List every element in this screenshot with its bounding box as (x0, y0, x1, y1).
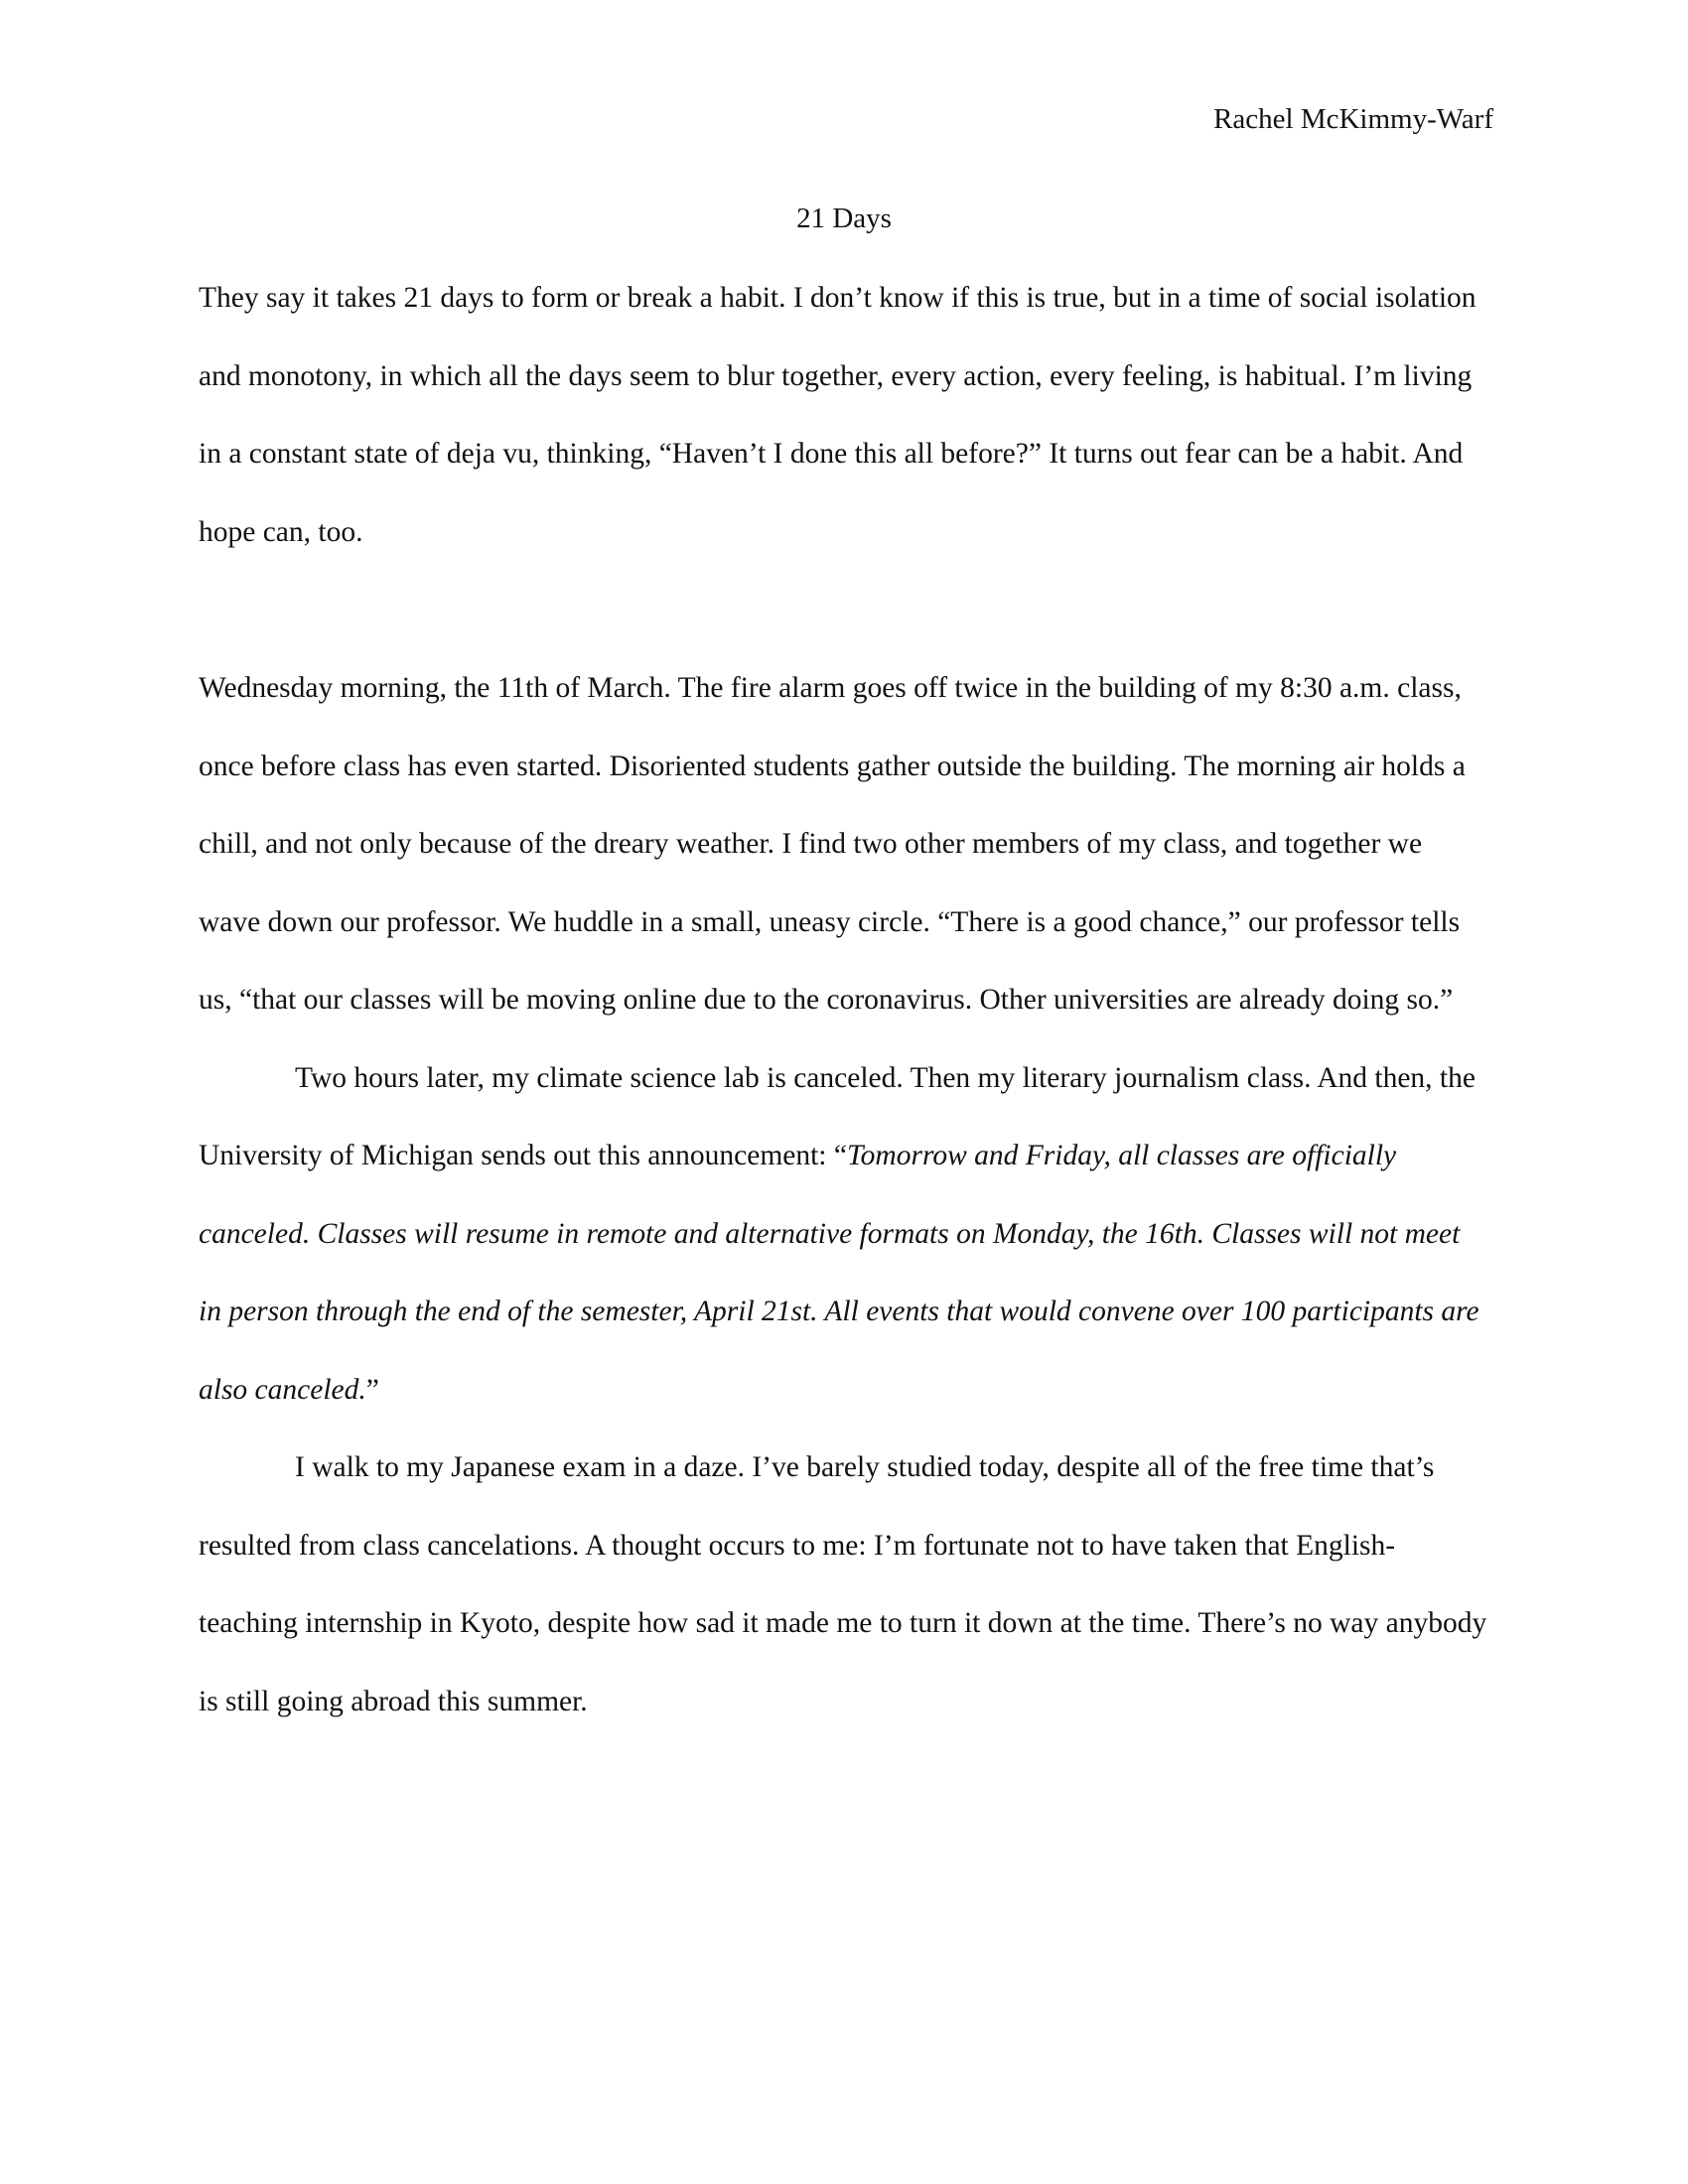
paragraph-intro: They say it takes 21 days to form or break a habit. I don’t know if this is true, but in a time of social isolation and monotony, in which all the days seem to blur together, every action, every feeling, is habitual. I’m living in a constant state of deja vu, thinking, “Haven’t I done this all before?” It turns out fear can be a habit. And hope can, too. (199, 282, 1477, 548)
paragraph-fire-alarm: Wednesday morning, the 11th of March. The fire alarm goes off twice in the building of my 8:30 a.m. class, once before class has even started. Disoriented students gather outside the building. The morning air holds a chill, and not only because of the dreary weather. I find two other members of my class, and together we wave down our professor. We huddle in a small, uneasy circle. “There is a good chance,” our professor tells us, “that our classes will be moving online due to the coronavirus. Other universities are already doing so.” (199, 672, 1466, 1016)
paragraph-japanese-exam: I walk to my Japanese exam in a daze. I’ve barely studied today, despite all of the free time that’s resulted from class cancelations. A thought occurs to me: I’m fortunate not to have taken that English-teaching internship in Kyoto, despite how sad it made me to turn it down at the time. There’s no way anybody is still going abroad this summer. (199, 1451, 1487, 1717)
announcement-closing-quote: ” (365, 1373, 379, 1406)
author-name: Rachel McKimmy-Warf (1213, 103, 1493, 135)
narrative-section (199, 649, 1489, 1740)
announcement-quote: Tomorrow and Friday, all classes are officially canceled. Classes will resume in remote and alternative formats on Monday, the 16th. Classes will not meet in person through the end of the semester, April 21st. All events that would convene over 100 participants are also canceled. (199, 1140, 1479, 1406)
opening-section (199, 259, 1489, 571)
announcement-lead-text: Two hours later, my climate science lab is canceled. Then my literary journalism class. And then, the University of Michigan sends out this announcement: “ (199, 1061, 1476, 1171)
document-title: 21 Days (796, 203, 892, 234)
paragraph-announcement (199, 1039, 1489, 1430)
